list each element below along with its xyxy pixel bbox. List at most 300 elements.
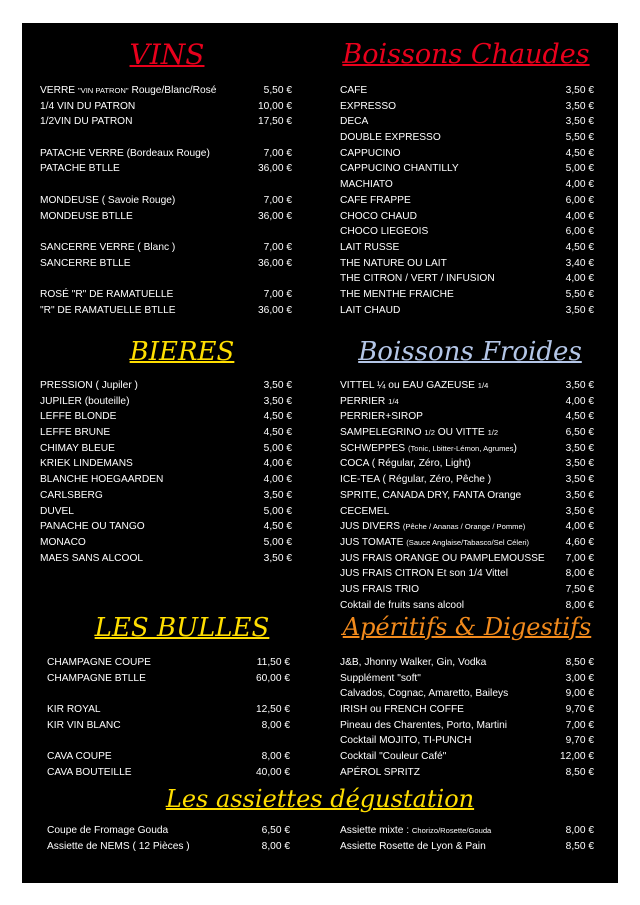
menu-item-row bbox=[340, 686, 594, 702]
menu-item-price: 4,50 € bbox=[263, 521, 292, 533]
menu-item-text: KRIEK LINDEMANS bbox=[40, 458, 133, 470]
menu-item-price: 3,50 € bbox=[565, 100, 594, 112]
menu-item-label bbox=[340, 394, 399, 410]
menu-item-detail: 1/2 bbox=[424, 428, 435, 438]
menu-item-label bbox=[340, 193, 411, 209]
section-title-boissons-froides: Boissons Froides bbox=[358, 337, 582, 367]
spacer-row bbox=[40, 271, 292, 287]
menu-item-label bbox=[40, 114, 132, 130]
menu-item-row bbox=[340, 839, 594, 855]
menu-item-label bbox=[340, 598, 464, 614]
menu-item-price: 8,00 € bbox=[261, 719, 290, 731]
menu-item-label bbox=[340, 161, 459, 177]
menu-item-label bbox=[340, 566, 508, 582]
menu-item-text: SANCERRE VERRE ( Blanc ) bbox=[40, 241, 176, 253]
menu-item-text: Coktail de fruits sans alcool bbox=[340, 599, 465, 611]
menu-item-row bbox=[40, 441, 292, 457]
menu-item-text: ICE-TEA ( Régular, Zéro, Pêche ) bbox=[340, 474, 492, 486]
menu-item-label bbox=[40, 193, 175, 209]
menu-item-price: 3,50 € bbox=[565, 474, 594, 486]
menu-item-label bbox=[340, 749, 446, 765]
menu-item-row bbox=[40, 519, 292, 535]
menu-item-price: 3,50 € bbox=[565, 116, 594, 128]
menu-item-label bbox=[340, 472, 491, 488]
menu-item-label bbox=[40, 256, 131, 272]
menu-item-row bbox=[340, 161, 594, 177]
menu-item-text: IRISH ou FRENCH COFFE bbox=[340, 704, 464, 716]
menu-item-label bbox=[340, 177, 393, 193]
menu-item-price: 4,50 € bbox=[565, 241, 594, 253]
menu-item-detail: "VIN PATRON" bbox=[77, 86, 129, 95]
menu-item-detail: 1/4 bbox=[477, 381, 489, 390]
menu-item-price: 5,00 € bbox=[263, 442, 292, 454]
menu-item-row bbox=[340, 823, 594, 839]
menu-item-price: 5,50 € bbox=[263, 85, 292, 96]
menu-item-text: SAMPELEGRINO bbox=[340, 427, 425, 439]
menu-item-price: 5,00 € bbox=[263, 505, 292, 517]
menu-item-text: Supplément "soft" bbox=[340, 672, 421, 684]
menu-item-label bbox=[340, 83, 367, 99]
menu-item-text: CAVA COUPE bbox=[47, 751, 112, 763]
menu-item-text: MACHIATO bbox=[340, 179, 393, 191]
menu-item-label bbox=[40, 287, 173, 303]
menu-item-row bbox=[340, 193, 594, 209]
menu-item-price: 5,00 € bbox=[263, 536, 292, 548]
menu-item-text: CARLSBERG bbox=[40, 489, 103, 501]
menu-item-row bbox=[340, 224, 594, 240]
menu-item-text: SANCERRE BTLLE bbox=[40, 257, 131, 269]
menu-item-text: ROSÉ "R" DE RAMATUELLE bbox=[40, 288, 174, 300]
menu-item-price: 3,50 € bbox=[565, 489, 594, 501]
menu-item-price: 3,00 € bbox=[565, 672, 594, 684]
menu-item-row bbox=[340, 378, 594, 394]
menu-item-text: ) bbox=[513, 442, 517, 454]
menu-item-label bbox=[40, 519, 145, 535]
menu-item-row bbox=[340, 655, 594, 671]
menu-item-label bbox=[47, 839, 190, 855]
menu-item-price: 7,00 € bbox=[263, 194, 292, 206]
menu-item-row bbox=[40, 114, 292, 130]
menu-item-row bbox=[40, 240, 292, 256]
menu-item-detail: (Pêche / Ananas / Orange / Pomme) bbox=[402, 522, 526, 532]
menu-item-price: 8,50 € bbox=[565, 766, 594, 778]
menu-item-row bbox=[340, 425, 594, 441]
menu-item-row bbox=[40, 535, 292, 551]
menu-item-price: 36,00 € bbox=[258, 210, 292, 222]
menu-item-text: CHAMPAGNE BTLLE bbox=[47, 672, 146, 684]
menu-item-label bbox=[340, 378, 488, 394]
assiettes-left-list bbox=[47, 823, 290, 854]
menu-item-detail: (Tonic, Lbitter-Lémon, Agrumes bbox=[407, 443, 514, 453]
menu-item-price: 12,00 € bbox=[560, 751, 594, 763]
menu-item-price: 7,50 € bbox=[565, 583, 594, 595]
menu-item-text: CAPPUCINO bbox=[340, 147, 401, 159]
menu-item-text: KIR ROYAL bbox=[47, 704, 101, 716]
menu-item-row bbox=[40, 146, 292, 162]
menu-item-row bbox=[40, 456, 292, 472]
menu-item-price: 4,50 € bbox=[565, 147, 594, 159]
menu-item-text: DECA bbox=[340, 116, 369, 128]
menu-item-text: CHOCO LIEGEOIS bbox=[340, 226, 429, 238]
menu-item-label bbox=[340, 823, 491, 839]
menu-item-text: JUS TOMATE bbox=[340, 536, 407, 548]
menu-item-label bbox=[340, 535, 529, 551]
menu-item-price: 8,50 € bbox=[565, 840, 594, 852]
menu-item-row bbox=[340, 99, 594, 115]
menu-item-price: 8,00 € bbox=[261, 751, 290, 763]
menu-item-row bbox=[340, 409, 594, 425]
aperitifs-list bbox=[340, 655, 594, 781]
menu-item-row bbox=[340, 749, 594, 765]
menu-item-detail: (Sauce Anglaise/Tabasco/Sel Céleri) bbox=[406, 537, 530, 547]
menu-item-row bbox=[40, 488, 292, 504]
menu-item-price: 3,50 € bbox=[565, 85, 594, 96]
menu-item-row bbox=[340, 718, 594, 734]
menu-item-label bbox=[340, 303, 400, 319]
menu-item-label bbox=[340, 99, 396, 115]
section-title-vins: VINS bbox=[129, 38, 205, 71]
menu-item-label bbox=[340, 718, 507, 734]
menu-item-text: DUVEL bbox=[40, 505, 74, 517]
menu-item-label bbox=[340, 130, 441, 146]
menu-item-row bbox=[340, 519, 594, 535]
menu-item-row bbox=[340, 303, 594, 319]
menu-item-price: 4,00 € bbox=[565, 521, 594, 533]
menu-item-label bbox=[40, 551, 143, 567]
menu-item-row bbox=[40, 193, 292, 209]
menu-item-price: 40,00 € bbox=[256, 766, 290, 778]
menu-item-label bbox=[340, 702, 464, 718]
menu-item-text: "R" DE RAMATUELLE BTLLE bbox=[40, 304, 176, 316]
menu-item-price: 4,60 € bbox=[565, 536, 594, 548]
menu-item-row bbox=[40, 287, 292, 303]
menu-item-label bbox=[340, 655, 486, 671]
menu-item-row bbox=[340, 582, 594, 598]
menu-item-price: 12,50 € bbox=[256, 704, 290, 716]
menu-item-row bbox=[340, 733, 594, 749]
menu-item-text: 1/4 VIN DU PATRON bbox=[40, 100, 136, 112]
menu-item-text: LEFFE BRUNE bbox=[40, 427, 111, 439]
menu-item-text: J&B, Jhonny Walker, Gin, Vodka bbox=[340, 657, 487, 668]
menu-item-row bbox=[340, 130, 594, 146]
menu-item-row bbox=[340, 287, 594, 303]
menu-item-text: JUPILER (bouteille) bbox=[40, 395, 130, 407]
menu-item-row bbox=[47, 718, 290, 734]
menu-item-price: 4,00 € bbox=[263, 474, 292, 486]
menu-item-label bbox=[40, 161, 120, 177]
menu-item-label bbox=[340, 671, 421, 687]
menu-item-label bbox=[340, 519, 525, 535]
menu-item-price: 7,00 € bbox=[263, 241, 292, 253]
menu-item-price: 4,50 € bbox=[263, 411, 292, 423]
menu-item-text: VITTEL ¼ ou EAU GAZEUSE bbox=[340, 380, 478, 391]
menu-item-row bbox=[40, 394, 292, 410]
menu-item-label bbox=[340, 240, 399, 256]
menu-item-text: CAVA BOUTEILLE bbox=[47, 766, 132, 778]
section-title-assiettes-degustation: Les assiettes dégustation bbox=[165, 785, 475, 813]
menu-item-text: DOUBLE EXPRESSO bbox=[340, 132, 441, 144]
menu-item-label bbox=[40, 488, 103, 504]
menu-item-text: BLANCHE HOEGAARDEN bbox=[40, 474, 164, 486]
menu-item-label bbox=[340, 271, 495, 287]
menu-item-row bbox=[47, 823, 290, 839]
menu-item-price: 60,00 € bbox=[256, 672, 290, 684]
menu-item-label bbox=[340, 146, 401, 162]
menu-item-row bbox=[340, 114, 594, 130]
menu-item-price: 5,50 € bbox=[565, 288, 594, 300]
spacer-row bbox=[47, 686, 290, 702]
menu-item-row bbox=[40, 99, 292, 115]
menu-item-label bbox=[340, 733, 472, 749]
menu-item-label bbox=[47, 749, 112, 765]
menu-item-row bbox=[40, 409, 292, 425]
menu-item-label bbox=[40, 99, 135, 115]
menu-item-text: JUS DIVERS bbox=[340, 521, 403, 533]
menu-item-text: MONDEUSE ( Savoie Rouge) bbox=[40, 194, 176, 206]
menu-item-price: 4,50 € bbox=[263, 427, 292, 439]
menu-item-label bbox=[340, 224, 428, 240]
menu-item-price: 8,00 € bbox=[565, 825, 594, 836]
menu-item-detail: 1/2 bbox=[487, 428, 499, 438]
menu-item-text: LAIT CHAUD bbox=[340, 304, 401, 316]
menu-item-text: CHOCO CHAUD bbox=[340, 210, 417, 222]
menu-item-label bbox=[340, 504, 389, 520]
menu-item-row bbox=[340, 488, 594, 504]
menu-item-row bbox=[340, 472, 594, 488]
menu-item-text: KIR VIN BLANC bbox=[47, 719, 121, 731]
menu-item-row bbox=[340, 441, 594, 457]
section-title-aperitifs-digestifs: Apéritifs & Digestifs bbox=[342, 613, 592, 641]
menu-item-text: APÉROL SPRITZ bbox=[340, 766, 421, 778]
menu-item-label bbox=[340, 765, 420, 781]
menu-item-price: 5,00 € bbox=[565, 163, 594, 175]
assiettes-right-list bbox=[340, 823, 594, 854]
menu-item-row bbox=[340, 504, 594, 520]
vins-list bbox=[40, 83, 292, 318]
menu-item-price: 4,00 € bbox=[565, 210, 594, 222]
menu-item-label bbox=[47, 718, 121, 734]
menu-item-row bbox=[340, 256, 594, 272]
menu-item-price: 5,50 € bbox=[565, 132, 594, 144]
menu-item-price: 6,50 € bbox=[565, 427, 594, 439]
boissons-froides-list bbox=[340, 378, 594, 613]
menu-item-price: 4,00 € bbox=[263, 458, 292, 470]
menu-item-price: 4,00 € bbox=[565, 273, 594, 285]
menu-item-text: THE MENTHE FRAICHE bbox=[340, 288, 454, 300]
menu-item-row bbox=[340, 671, 594, 687]
menu-item-text: CECEMEL bbox=[340, 505, 390, 517]
menu-item-label bbox=[40, 456, 133, 472]
menu-item-text: PATACHE BTLLE bbox=[40, 163, 120, 175]
menu-item-price: 3,50 € bbox=[565, 442, 594, 454]
menu-item-price: 4,50 € bbox=[565, 411, 594, 423]
menu-item-text: CHAMPAGNE COUPE bbox=[47, 657, 151, 668]
menu-item-price: 9,70 € bbox=[565, 704, 594, 716]
menu-item-row bbox=[40, 472, 292, 488]
menu-item-price: 3,50 € bbox=[565, 304, 594, 316]
menu-item-row bbox=[340, 765, 594, 781]
menu-item-text: Assiette mixte : bbox=[340, 825, 412, 836]
menu-item-text: PATACHE VERRE (Bordeaux Rouge) bbox=[40, 147, 210, 159]
menu-item-label bbox=[40, 504, 74, 520]
boissons-chaudes-list bbox=[340, 83, 594, 318]
menu-item-text: LEFFE BLONDE bbox=[40, 411, 117, 423]
menu-item-price: 7,00 € bbox=[565, 552, 594, 564]
menu-item-text: Rouge/Blanc/Rosé bbox=[128, 85, 217, 96]
menu-item-row bbox=[47, 765, 290, 781]
menu-item-row bbox=[40, 83, 292, 99]
menu-item-price: 3,50 € bbox=[565, 380, 594, 391]
menu-item-text: JUS FRAIS ORANGE OU PAMPLEMOUSSE bbox=[340, 552, 545, 564]
menu-item-row bbox=[47, 671, 290, 687]
menu-item-text: CAFE FRAPPE bbox=[340, 194, 411, 206]
menu-item-row bbox=[40, 378, 292, 394]
menu-item-text: JUS FRAIS CITRON Et son 1/4 Vittel bbox=[340, 568, 508, 580]
menu-item-row bbox=[340, 702, 594, 718]
menu-item-label bbox=[340, 409, 423, 425]
section-title-les-bulles: LES BULLES bbox=[94, 613, 270, 643]
menu-item-row bbox=[340, 271, 594, 287]
menu-item-price: 3,50 € bbox=[565, 505, 594, 517]
menu-item-price: 36,00 € bbox=[258, 257, 292, 269]
menu-item-text: Assiette de NEMS ( 12 Pièces ) bbox=[47, 840, 190, 852]
menu-item-price: 6,00 € bbox=[565, 226, 594, 238]
menu-item-text: MAES SANS ALCOOL bbox=[40, 552, 144, 564]
menu-item-price: 8,50 € bbox=[565, 657, 594, 668]
menu-item-row bbox=[340, 83, 594, 99]
menu-item-text: PRESSION ( Jupiler ) bbox=[40, 380, 138, 391]
menu-item-text: MONACO bbox=[40, 536, 86, 548]
menu-item-price: 6,50 € bbox=[261, 825, 290, 836]
menu-item-price: 10,00 € bbox=[258, 100, 292, 112]
menu-item-label bbox=[47, 655, 151, 671]
menu-item-text: EXPRESSO bbox=[340, 100, 397, 112]
menu-item-text: CAPPUCINO CHANTILLY bbox=[340, 163, 459, 175]
menu-item-row bbox=[340, 456, 594, 472]
menu-item-row bbox=[340, 146, 594, 162]
menu-item-text: OU VITTE bbox=[434, 427, 488, 439]
menu-item-text: Cocktail "Couleur Café" bbox=[340, 751, 447, 763]
menu-item-label bbox=[47, 702, 101, 718]
menu-item-text: Cocktail MOJITO, TI-PUNCH bbox=[340, 735, 472, 747]
menu-item-row bbox=[340, 598, 594, 614]
menu-item-text: PANACHE OU TANGO bbox=[40, 521, 145, 533]
menu-page bbox=[22, 23, 618, 883]
menu-item-row bbox=[40, 161, 292, 177]
menu-item-row bbox=[47, 839, 290, 855]
menu-item-row bbox=[40, 425, 292, 441]
menu-item-label bbox=[340, 686, 508, 702]
menu-item-label bbox=[340, 456, 471, 472]
menu-item-detail: Chorizo/Rosette/Gouda bbox=[411, 826, 492, 835]
menu-item-text: Assiette Rosette de Lyon & Pain bbox=[340, 840, 486, 852]
menu-item-text: THE CITRON / VERT / INFUSION bbox=[340, 273, 495, 285]
menu-item-label bbox=[40, 425, 110, 441]
menu-item-row bbox=[340, 535, 594, 551]
menu-item-price: 6,00 € bbox=[565, 194, 594, 206]
menu-item-label bbox=[40, 378, 138, 394]
menu-item-label bbox=[340, 425, 498, 441]
menu-item-price: 3,50 € bbox=[565, 458, 594, 470]
menu-item-label bbox=[40, 83, 216, 99]
menu-item-price: 17,50 € bbox=[258, 116, 292, 128]
menu-item-text: CHIMAY BLEUE bbox=[40, 442, 115, 454]
section-title-boissons-chaudes: Boissons Chaudes bbox=[342, 39, 590, 70]
menu-item-label bbox=[47, 823, 168, 839]
menu-item-text: SPRITE, CANADA DRY, FANTA Orange bbox=[340, 489, 522, 501]
menu-item-row bbox=[340, 551, 594, 567]
menu-item-label bbox=[40, 146, 210, 162]
spacer-row bbox=[47, 733, 290, 749]
menu-item-text: Calvados, Cognac, Amaretto, Baileys bbox=[340, 688, 509, 700]
menu-item-row bbox=[40, 504, 292, 520]
menu-item-price: 3,50 € bbox=[263, 395, 292, 407]
menu-item-row bbox=[40, 256, 292, 272]
menu-item-label bbox=[40, 409, 116, 425]
menu-item-price: 4,00 € bbox=[565, 179, 594, 191]
menu-item-price: 3,50 € bbox=[263, 552, 292, 564]
menu-item-label bbox=[40, 240, 175, 256]
menu-item-row bbox=[340, 240, 594, 256]
menu-item-label bbox=[340, 256, 447, 272]
menu-item-label bbox=[40, 303, 176, 319]
menu-item-price: 8,00 € bbox=[261, 840, 290, 852]
menu-item-row bbox=[340, 177, 594, 193]
menu-item-price: 9,70 € bbox=[565, 735, 594, 747]
menu-item-label bbox=[40, 209, 133, 225]
menu-item-price: 36,00 € bbox=[258, 304, 292, 316]
menu-item-row bbox=[40, 209, 292, 225]
menu-item-price: 8,00 € bbox=[565, 599, 594, 611]
menu-item-label bbox=[40, 535, 86, 551]
menu-item-row bbox=[40, 551, 292, 567]
menu-item-label bbox=[40, 472, 163, 488]
menu-item-price: 4,00 € bbox=[565, 395, 594, 407]
menu-item-label bbox=[340, 209, 417, 225]
menu-item-label bbox=[47, 765, 132, 781]
menu-item-text: THE NATURE OU LAIT bbox=[340, 257, 447, 269]
menu-item-text: JUS FRAIS TRIO bbox=[340, 583, 420, 595]
menu-item-price: 9,00 € bbox=[565, 688, 594, 700]
menu-item-text: LAIT RUSSE bbox=[340, 241, 400, 253]
menu-item-label bbox=[340, 441, 517, 457]
menu-item-row bbox=[47, 702, 290, 718]
menu-item-text: Coupe de Fromage Gouda bbox=[47, 825, 169, 836]
menu-item-row bbox=[340, 566, 594, 582]
menu-item-text: 1/2VIN DU PATRON bbox=[40, 116, 133, 128]
menu-item-price: 3,50 € bbox=[263, 380, 292, 391]
menu-item-detail: 1/4 bbox=[388, 396, 399, 406]
menu-item-label bbox=[340, 839, 486, 855]
les-bulles-list bbox=[47, 655, 290, 781]
menu-item-text: PERRIER+SIROP bbox=[340, 411, 423, 423]
spacer-row bbox=[40, 177, 292, 193]
bieres-list bbox=[40, 378, 292, 566]
menu-item-text: Pineau des Charentes, Porto, Martini bbox=[340, 719, 508, 731]
menu-item-text: CAFE bbox=[340, 85, 368, 96]
menu-item-row bbox=[40, 303, 292, 319]
menu-item-row bbox=[340, 209, 594, 225]
menu-item-label bbox=[340, 488, 521, 504]
menu-item-row bbox=[47, 749, 290, 765]
menu-item-text: MONDEUSE BTLLE bbox=[40, 210, 133, 222]
section-title-bieres: BIERES bbox=[129, 337, 235, 367]
menu-item-row bbox=[47, 655, 290, 671]
menu-item-label bbox=[47, 671, 146, 687]
menu-item-label bbox=[340, 551, 545, 567]
menu-item-price: 36,00 € bbox=[258, 163, 292, 175]
menu-item-text: VERRE bbox=[40, 85, 78, 96]
